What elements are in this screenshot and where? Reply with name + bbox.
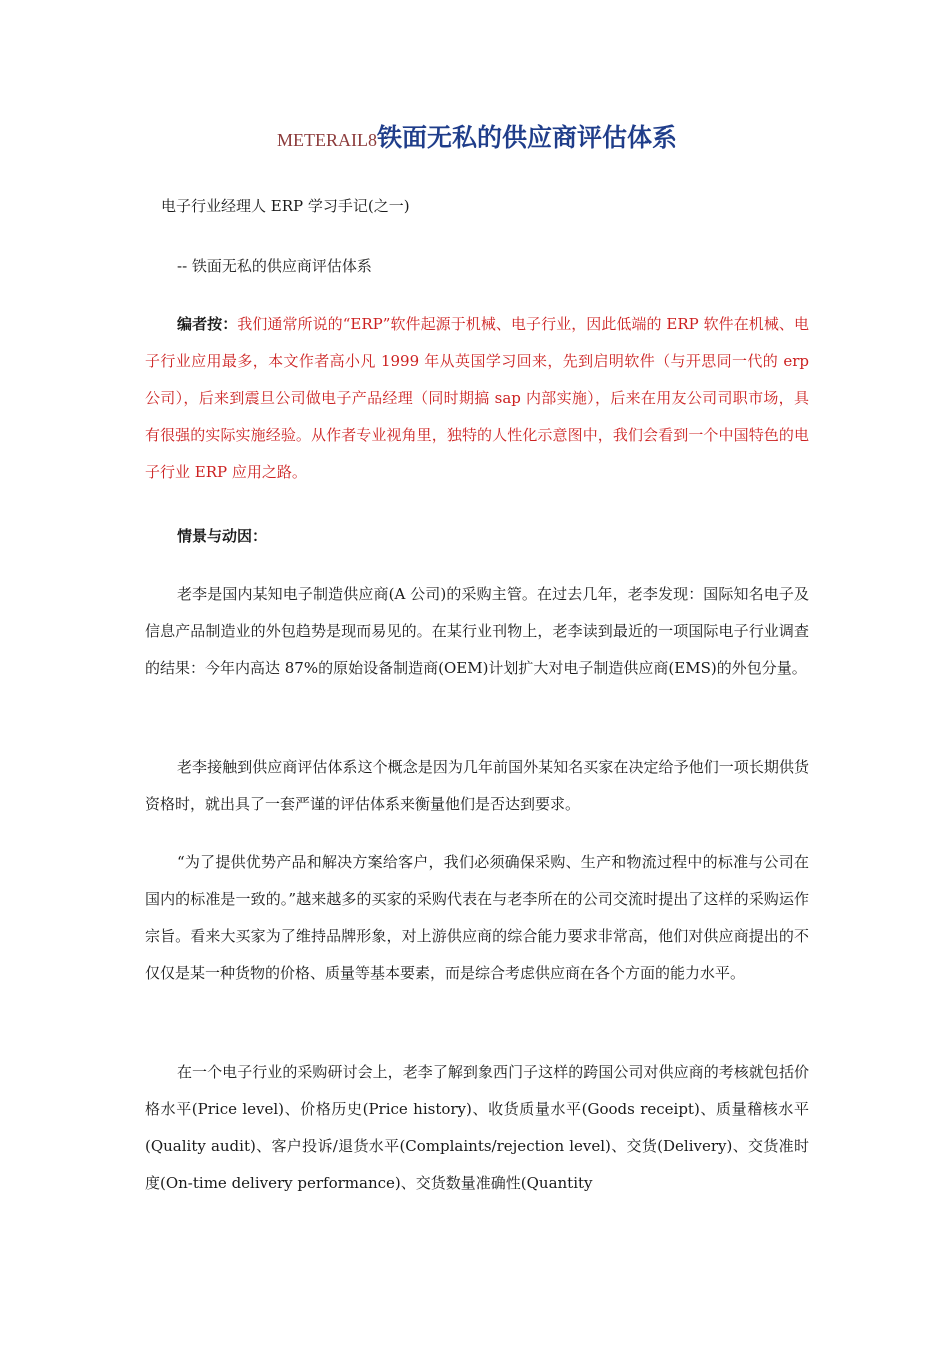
body-paragraph: 老李是国内某知电子制造供应商(A 公司)的采购主管。在过去几年，老李发现：国际知名电子及信息产品制造业的外包趋势是现而易见的。在某行业刊物上，老李读到最近的一项国际电子行业调查的结果：今年内高达 87%的原始设备制造商(OEM)计划扩大对电子制造供应商(EMS)的外包分量。 [145,585,809,677]
editor-note-text: 我们通常所说的“ERP”软件起源于机械、电子行业，因此低端的 ERP 软件在机械、电子行业应用最多，本文作者高小凡 1999 年从英国学习回来，先到启明软件（与开思同一代的 erp 公司），后来到震旦公司做电子产品经理（同时期搞 sap 内部实施），后来在用友公司司职市场，具有很强的实际实施经验。从作者专业视角里，独特的人性化示意图中，我们会看到一个中国特色的电子行业 ERP 应用之路。 [145,315,809,481]
body-paragraph: 老李接触到供应商评估体系这个概念是因为几年前国外某知名买家在决定给予他们一项长期供货资格时，就出具了一套严谨的评估体系来衡量他们是否达到要求。 [145,758,809,813]
section-heading: 情景与动因： [177,527,268,545]
document-title [145,118,809,161]
subtitle-topic: -- 铁面无私的供应商评估体系 [177,257,372,275]
subtitle-series: 电子行业经理人 ERP 学习手记(之一) [161,197,410,215]
title-main: 铁面无私的供应商评估体系 [376,123,677,152]
body-paragraph: “为了提供优势产品和解决方案给客户，我们必须确保采购、生产和物流过程中的标准与公司在国内的标准是一致的。”越来越多的买家的采购代表在与老李所在的公司交流时提出了这样的采购运作宗旨。看来大买家为了维持品牌形象，对上游供应商的综合能力要求非常高，他们对供应商提出的不仅仅是某一种货物的价格、质量等基本要素，而是综合考虑供应商在各个方面的能力水平。 [145,853,809,982]
editor-note [145,306,809,491]
editor-note-label: 编者按： [177,315,238,333]
body-paragraph: 在一个电子行业的采购研讨会上，老李了解到象西门子这样的跨国公司对供应商的考核就包括价格水平(Price level)、价格历史(Price history)、收货质量水平(Goods receipt)、质量稽核水平(Quality audit)、客户投诉/退货水平(Complaints/rejection level)、交货(Delivery)、交货准时度(On-time delivery performance)、交货数量准确性(Quantity [145,1063,809,1192]
title-prefix: METERAIL8 [277,130,377,150]
